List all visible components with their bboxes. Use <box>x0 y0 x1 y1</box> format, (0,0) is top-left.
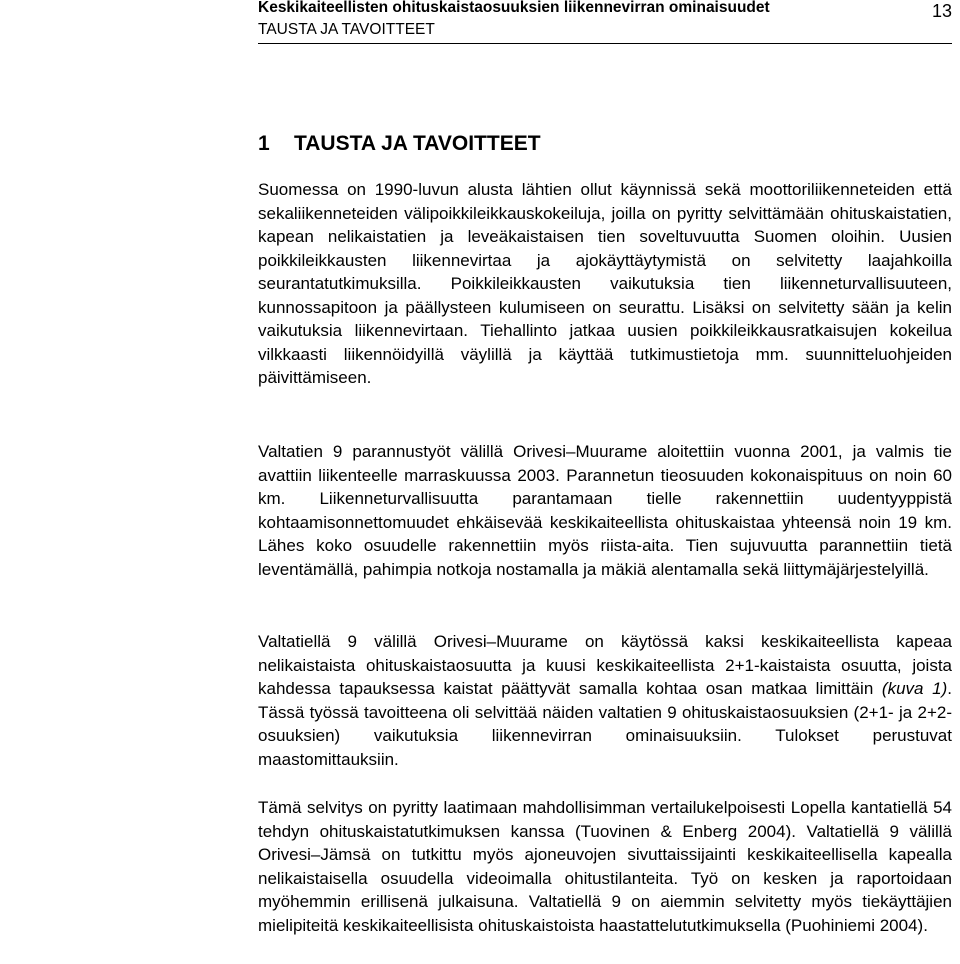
running-header-section: TAUSTA JA TAVOITTEET <box>258 21 435 38</box>
chapter-number: 1 <box>258 132 270 155</box>
header-divider <box>258 43 952 44</box>
paragraph-3 <box>258 630 952 771</box>
paragraph-4: Tämä selvitys on pyritty laatimaan mahdollisimman vertailukelpoisesti Lopella kantatiellä 54 tehdyn ohituskaistatutkimuksen kanssa (Tuovinen & Enberg 2004). Valtatiellä 9 välillä Orivesi–Jämsä on tutkittu myös ajoneuvojen sivuttaissijainti keskikaiteellisella kapealla nelikaistaisella osuudella videoimalla ohitustilanteita. Työ on kesken ja raportoidaan myöhemmin erillisenä julkaisuna. Valtatiellä 9 on aiemmin selvitetty myös tiekäyttäjien mielipiteitä keskikaiteellisista ohituskaistoista haastattelututkimuksella (Puohiniemi 2004). <box>258 798 952 935</box>
chapter-title: TAUSTA JA TAVOITTEET <box>294 132 541 155</box>
paragraph-1: Suomessa on 1990-luvun alusta lähtien ollut käynnissä sekä moottoriliikenneteiden että sekaliikenneteiden välipoikkileikkauskokeiluja, joilla on pyritty selvittämään ohituskaistatien, kapean nelikaistatien ja leveäkaistaisen tien soveltuvuutta Suomen oloihin. Uusien poikkileikkausten liikennevirtaa ja ajokäyttäytymistä on selvitetty laajahkoilla seurantatutkimuksilla. Poikkileikkausten vaikutuksia tien liikenneturvallisuuteen, kunnossapitoon ja päällysteen kulumiseen on seurattu. Lisäksi on selvitetty sään ja kelin vaikutuksia liikennevirtaan. Tiehallinto jatkaa uusien poikkileikkausratkaisujen kokeilua vilkkaasti liikennöidyillä väylillä ja käyttää tutkimustietoja mm. suunnitteluohjeiden päivittämiseen. <box>258 180 952 387</box>
paragraph-3-text-before: Valtatiellä 9 välillä Orivesi–Muurame on käytössä kaksi keskikaiteellista kapeaa nelikaistaista ohituskaistaosuutta ja kuusi keskikaiteellista 2+1-kaistaista osuutta, joista kahdessa tapauksessa kaistat päättyvät samalla kohtaa osan matkaa limittäin <box>258 632 952 698</box>
running-header-title: Keskikaiteellisten ohituskaistaosuuksien liikennevirran ominaisuudet <box>258 0 770 16</box>
paragraph-3-text-after: . Tässä työssä tavoitteena oli selvittää näiden valtatien 9 ohituskaistaosuuksien (2+1- ja 2+2-osuuksien) vaikutuksia liikennevirran ominaisuuksiin. Tulokset perustuvat maastomittauksiin. <box>258 679 952 769</box>
chapter-heading <box>258 131 541 157</box>
figure-reference: (kuva 1) <box>881 679 948 698</box>
page-number: 13 <box>931 1 952 21</box>
paragraph-2: Valtatien 9 parannustyöt välillä Orivesi–Muurame aloitettiin vuonna 2001, ja valmis tie avattiin liikenteelle marraskuussa 2003. Parannetun tieosuuden kokonaispituus on noin 60 km. Liikenneturvallisuutta parantamaan tielle rakennettiin uudentyyppistä kohtaamisonnettomuudet ehkäisevää keskikaiteellista ohituskaistaa yhteensä noin 19 km. Lähes koko osuudelle rakennettiin myös riista-aita. Tien sujuvuutta parannettiin tietä leventämällä, pahimpia notkoja nostamalla ja mäkiä alentamalla sekä liittymäjärjestelyillä. <box>258 442 952 579</box>
